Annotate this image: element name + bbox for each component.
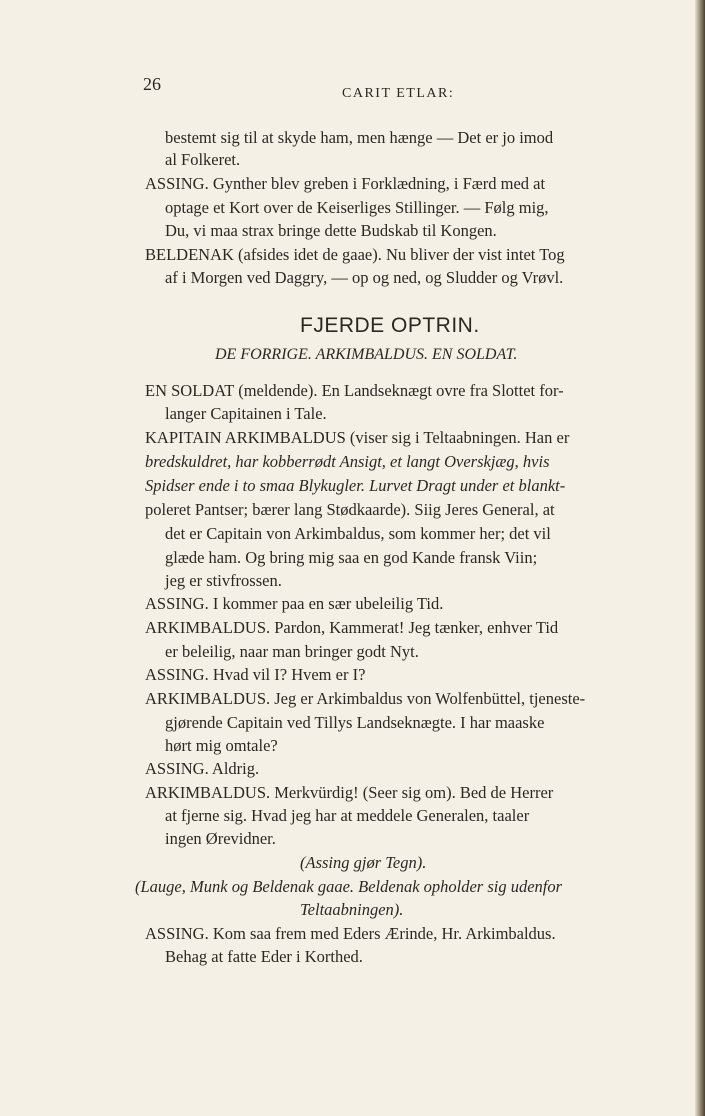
running-head: CARIT ETLAR: — [342, 86, 455, 101]
text-line: ASSING. I kommer paa en sær ubeleilig Tid. — [145, 594, 444, 613]
text-line: Behag at fatte Eder i Korthed. — [165, 947, 363, 966]
text-line: ingen Ørevidner. — [165, 829, 276, 848]
text-line: at fjerne sig. Hvad jeg har at meddele Generalen, taaler — [165, 806, 530, 825]
text-line: KAPITAIN ARKIMBALDUS (viser sig i Teltaabningen. Han er — [145, 428, 570, 447]
text-line: er beleilig, naar man bringer godt Nyt. — [165, 642, 419, 661]
text-line: al Folkeret. — [165, 150, 241, 169]
text-line: ARKIMBALDUS. Jeg er Arkimbaldus von Wolfenbüttel, tjeneste- — [145, 689, 586, 708]
page-number: 26 — [143, 74, 161, 94]
text-line: ASSING. Gynther blev greben i Forklædning, i Færd med at — [145, 174, 546, 193]
text-line: Spidser ende i to smaa Blykugler. Lurvet Dragt under et blankt- — [145, 476, 566, 495]
text-line: EN SOLDAT (meldende). En Landseknægt ovre fra Slottet for- — [145, 381, 564, 400]
text-line: hørt mig omtale? — [165, 736, 278, 755]
text-line: af i Morgen ved Daggry, — op og ned, og Sludder og Vrøvl. — [165, 268, 564, 287]
text-line: bestemt sig til at skyde ham, men hænge — Det er jo imod — [165, 128, 554, 147]
text-line: optage et Kort over de Keiserliges Stillinger. — Følg mig, — [165, 198, 549, 217]
text-line: ASSING. Hvad vil I? Hvem er I? — [145, 665, 366, 684]
scene-heading: FJERDE OPTRIN. — [300, 314, 480, 337]
text-line: ASSING. Kom saa frem med Eders Ærinde, Hr. Arkimbaldus. — [145, 924, 556, 943]
stage-direction: (Lauge, Munk og Beldenak gaae. Beldenak opholder sig udenfor — [135, 877, 563, 896]
text-line: gjørende Capitain ved Tillys Landseknægte. I har maaske — [165, 713, 545, 732]
text-line: ARKIMBALDUS. Pardon, Kammerat! Jeg tænker, enhver Tid — [145, 618, 559, 637]
text-line: glæde ham. Og bring mig saa en god Kande fransk Viin; — [165, 548, 538, 567]
text-line: ARKIMBALDUS. Merkvürdig! (Seer sig om). Bed de Herrer — [145, 783, 554, 802]
text-line: ASSING. Aldrig. — [145, 759, 260, 778]
text-line: jeg er stivfrossen. — [165, 571, 282, 590]
text-line: langer Capitainen i Tale. — [165, 404, 327, 423]
text-line: det er Capitain von Arkimbaldus, som kommer her; det vil — [165, 524, 551, 543]
text-line: BELDENAK (afsides idet de gaae). Nu bliver der vist intet Tog — [145, 245, 565, 264]
page-edge — [695, 0, 705, 1116]
stage-direction: (Assing gjør Tegn). — [300, 853, 427, 872]
scene-characters: DE FORRIGE. ARKIMBALDUS. EN SOLDAT. — [215, 346, 518, 363]
text-line: poleret Pantser; bærer lang Stødkaarde). Siig Jeres General, at — [145, 500, 555, 519]
text-line: Du, vi maa strax bringe dette Budskab til Kongen. — [165, 221, 497, 240]
stage-direction: Teltaabningen). — [300, 900, 404, 919]
text-line: bredskuldret, har kobberrødt Ansigt, et langt Overskjæg, hvis — [145, 452, 550, 471]
